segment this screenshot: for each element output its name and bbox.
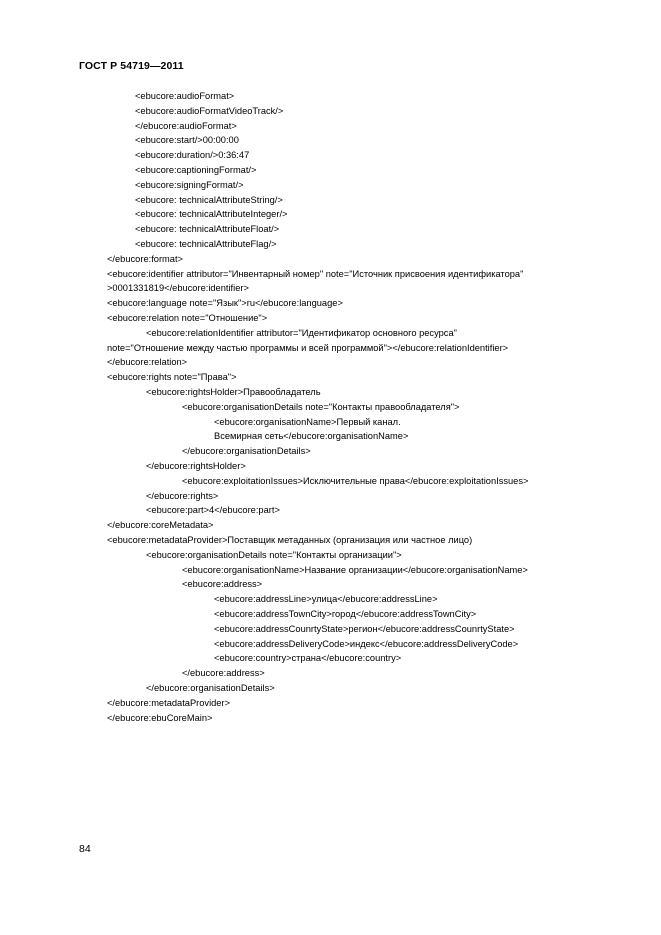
code-line: >0001331819</ebucore:identifier>	[107, 283, 249, 294]
code-line: </ebucore:organisationDetails>	[146, 683, 275, 693]
code-line: <ebucore: technicalAttributeInteger/>	[135, 209, 288, 220]
code-line: <ebucore:audioFormat>	[135, 91, 235, 101]
code-line: <ebucore:organisationName>Название организации</ebucore:organisationName>	[182, 564, 528, 575]
code-line: <ebucore:relation note="Отношение">	[107, 313, 268, 323]
code-line: </ebucore:rights>	[146, 490, 219, 501]
code-line: <ebucore:organisationDetails note="Контакты правообладателя">	[182, 401, 460, 412]
code-line: <ebucore:language note="Язык">ru</ebucore:language>	[107, 298, 343, 309]
page-header-title: ГОСТ Р 54719—2011	[79, 60, 184, 72]
code-line: </ebucore:coreMetadata>	[107, 520, 214, 531]
code-line: <ebucore:signingFormat/>	[135, 179, 244, 190]
code-line: <ebucore:addressCounrtyState>регион</ebucore:addressCounrtyState>	[214, 623, 515, 634]
code-line: </ebucore:rightsHolder>	[146, 461, 246, 471]
code-line: <ebucore:addressDeliveryCode>индекс</ebucore:addressDeliveryCode>	[214, 638, 519, 649]
code-line: Всемирная сеть</ebucore:organisationName>	[214, 431, 409, 442]
code-line: <ebucore:audioFormatVideoTrack/>	[135, 105, 284, 116]
code-line: </ebucore:ebuCoreMain>	[107, 712, 213, 723]
code-line: <ebucore:captioningFormat/>	[135, 165, 257, 175]
code-line: <ebucore:exploitationIssues>Исключительные права</ebucore:exploitationIssues>	[182, 475, 529, 486]
code-line: <ebucore:identifier attributor="Инвентарный номер" note="Источник присвоения идентификатора"	[107, 268, 524, 279]
code-line: </ebucore:address>	[182, 668, 265, 679]
code-line: <ebucore:country>страна</ebucore:country>	[214, 653, 402, 664]
code-line: <ebucore: technicalAttributeFlag/>	[135, 239, 277, 249]
page-number: 84	[79, 843, 91, 855]
code-line: <ebucore: technicalAttributeString/>	[135, 194, 283, 205]
code-line: <ebucore:organisationDetails note="Контакты организации">	[146, 549, 402, 560]
code-line: <ebucore:addressLine>улица</ebucore:addressLine>	[214, 594, 438, 605]
code-line: <ebucore:part>4</ebucore:part>	[146, 505, 280, 516]
code-line: <ebucore:start/>00:00:00	[135, 135, 239, 146]
code-line: </ebucore:format>	[107, 253, 183, 264]
code-line: <ebucore:rightsHolder>Правообладатель	[146, 387, 321, 397]
code-line: <ebucore: technicalAttributeFloat/>	[135, 224, 280, 235]
code-line: </ebucore:metadataProvider>	[107, 697, 231, 708]
code-line: <ebucore:organisationName>Первый канал.	[214, 416, 401, 427]
code-line: <ebucore:metadataProvider>Поставщик метаданных (организация или частное лицо)	[107, 535, 473, 545]
code-line: </ebucore:organisationDetails>	[182, 446, 311, 457]
code-line: </ebucore:audioFormat>	[135, 120, 237, 131]
code-line: <ebucore:duration/>0:36:47	[135, 150, 250, 161]
code-line: note="Отношение между частью программы и всей программой"></ebucore:relationIdentifier>	[107, 342, 509, 353]
code-line: <ebucore:relationIdentifier attributor="Идентификатор основного ресурса"	[146, 327, 457, 338]
code-line: <ebucore:address>	[182, 579, 263, 590]
code-line: <ebucore:addressTownCity>город</ebucore:addressTownCity>	[214, 609, 477, 619]
code-line: </ebucore:relation>	[107, 357, 188, 368]
code-line: <ebucore:rights note="Права">	[107, 372, 237, 383]
